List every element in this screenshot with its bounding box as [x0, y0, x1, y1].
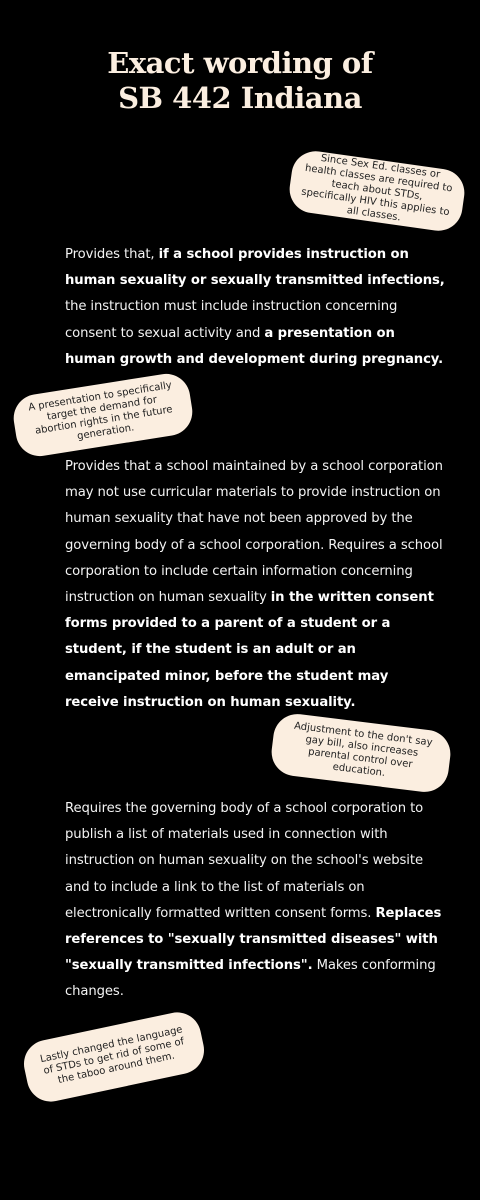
paragraph-curricular-materials: [65, 454, 445, 716]
paragraph-materials-list: [65, 796, 445, 1006]
annotation-note-dont-say-gay: [269, 711, 453, 794]
paragraph-3-text-a: Requires the governing body of a school corporation to publish a list of materials used in connection with instruction on human sexuality on the school's website and to include a link to the list of materials on electronically formatted written consent forms.: [65, 801, 424, 921]
paragraph-2-bold-a: in the written consent forms provided to a parent of a student or a student, if the student is an adult or an emancipated minor, before the student may receive instruction on human sexuality.: [65, 590, 434, 710]
annotation-note-dont-say-gay-text: Adjustment to the don't say gay bill, also increases parental control over education.: [293, 720, 434, 780]
paragraph-instruction-consent: [65, 242, 445, 373]
annotation-note-std-language-text: Lastly changed the language of STDs to get rid of some of the taboo around them.: [39, 1024, 186, 1087]
annotation-note-hiv-text: Since Sex Ed. classes or health classes are required to teach about STDs, specifically HIV this applies to all classes.: [300, 152, 454, 224]
annotation-note-hiv: [287, 148, 468, 234]
paragraph-3-bold-a: Replaces references to "sexually transmitted diseases" with "sexually transmitted infections".: [65, 905, 442, 974]
paragraph-3-text-b: Makes conforming changes.: [65, 958, 436, 1000]
annotation-note-abortion-text: A presentation to specifically target the demand for abortion rights in the future generation.: [27, 379, 174, 443]
title-line-1: Exact wording of: [107, 46, 373, 80]
page-title: [0, 46, 480, 116]
paragraph-1-text-a: Provides that,: [65, 247, 159, 262]
paragraph-2-text-a: Provides that a school maintained by a school corporation may not use curricular materials to provide instruction on human sexuality that have not been approved by the governing body of a school corporation. Requires a school corporation to include certain information concerning instruction on human sexuality: [65, 459, 443, 606]
paragraph-1-text-b: the instruction must include instruction concerning consent to sexual activity and: [65, 299, 398, 341]
annotation-note-abortion: [10, 370, 196, 459]
title-line-2: SB 442 Indiana: [118, 81, 362, 115]
paragraph-1-bold-a: if a school provides instruction on human sexuality or sexually transmitted infections,: [65, 247, 445, 289]
paragraph-1-bold-b: a presentation on human growth and development during pregnancy.: [65, 325, 443, 367]
annotation-note-std-language: [20, 1008, 209, 1106]
